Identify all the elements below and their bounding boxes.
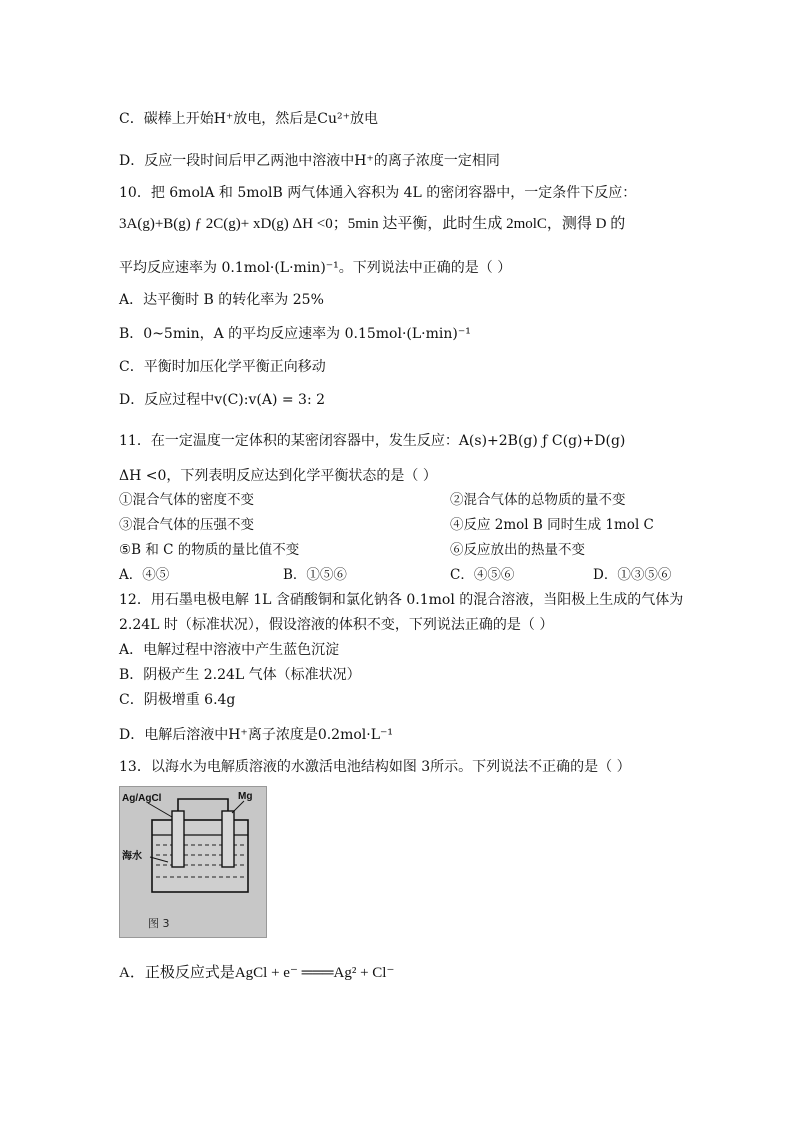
question-12-option-b: B．阴极产生 2.24L 气体（标准状况） [119, 667, 361, 683]
question-13-stem: 13．以海水为电解质溶液的水激活电池结构如图 3所示。下列说法不正确的是（ ） [119, 759, 631, 775]
statement-6: ⑥反应放出的热量不变 [450, 542, 585, 558]
question-11-option-d: D．①③⑤⑥ [593, 567, 672, 583]
question-10-option-b: B．0~5min，A 的平均反应速率为 0.15mol·(L·min)⁻¹ [119, 326, 471, 342]
statement-4: ④反应 2mol B 同时生成 1mol C [450, 517, 654, 533]
label-ag-agcl: Ag/AgCl [122, 793, 162, 804]
question-12-stem-cont: 2.24L 时（标准状况），假设溶液的体积不变，下列说法正确的是（ ） [119, 617, 554, 633]
question-11-option-c: C．④⑤⑥ [450, 567, 515, 583]
question-10-equation: 3A(g)+B(g) ƒ 2C(g)+ xD(g) ΔH <0；5min 达平衡，此时生成 2molC，测得 D 的 [119, 216, 626, 232]
question-11-stem: 11．在一定温度一定体积的某密闭容器中，发生反应：A(s)+2B(g) ƒ C(g)+D(g) [119, 433, 626, 449]
question-12-option-d: D．电解后溶液中H⁺离子浓度是0.2mol·L⁻¹ [119, 727, 394, 743]
statement-1: ①混合气体的密度不变 [119, 492, 254, 508]
option-d-h-concentration: D．反应一段时间后甲乙两池中溶液中H⁺的离子浓度一定相同 [119, 153, 500, 169]
question-11-option-b: B．①⑤⑥ [283, 567, 347, 583]
figure-3-battery-diagram [119, 786, 267, 938]
battery-diagram-svg [120, 787, 266, 937]
question-11-delta-h: ΔH <0，下列表明反应达到化学平衡状态的是（ ） [119, 468, 437, 484]
question-10-stem: 10．把 6molA 和 5molB 两气体通入容积为 4L 的密闭容器中，一定条件下反应： [119, 185, 637, 201]
question-10-option-c: C．平衡时加压化学平衡正向移动 [119, 359, 326, 375]
question-12-stem: 12．用石墨电极电解 1L 含硝酸铜和氯化钠各 0.1mol 的混合溶液，当阳极上生成的气体为 [119, 592, 684, 608]
mg-electrode [222, 811, 234, 867]
statement-5: ⑤B 和 C 的物质的量比值不变 [119, 542, 300, 558]
question-13-option-a: A．正极反应式是AgCl + e⁻ ═══Ag² + Cl⁻ [119, 965, 395, 981]
label-seawater: 海水 [122, 851, 142, 862]
question-10-rate: 平均反应速率为 0.1mol·(L·min)⁻¹。下列说法中正确的是（ ） [119, 260, 512, 276]
ag-agcl-electrode [172, 811, 184, 867]
statement-2: ②混合气体的总物质的量不变 [450, 492, 626, 508]
statement-3: ③混合气体的压强不变 [119, 517, 254, 533]
option-c-carbon-rod: C．碳棒上开始H⁺放电，然后是Cu²⁺放电 [119, 111, 379, 127]
label-mg: Mg [238, 791, 253, 802]
question-12-option-a: A．电解过程中溶液中产生蓝色沉淀 [119, 642, 340, 658]
question-11-option-a: A．④⑤ [119, 567, 170, 583]
question-10-option-a: A．达平衡时 B 的转化率为 25% [119, 292, 324, 308]
question-10-option-d: D．反应过程中v(C):v(A) = 3: 2 [119, 392, 326, 408]
figure-caption: 图 3 [148, 917, 170, 930]
question-12-option-c: C．阴极增重 6.4g [119, 692, 236, 708]
